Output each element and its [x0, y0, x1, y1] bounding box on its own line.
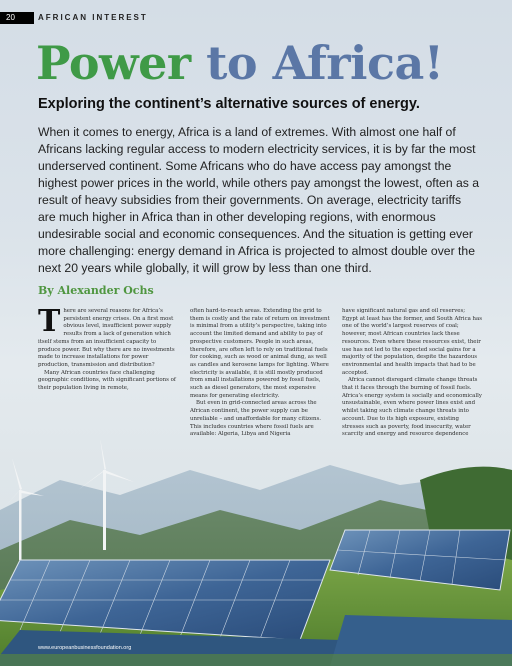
- paragraph: But even in grid-connected areas across the African continent, the power supply can be unreliable – and unaffordable for many citizens. This includes countries where fossil fuels are available: Algeria, Libya and Nigeria: [190, 400, 321, 438]
- drop-cap: T: [38, 308, 61, 339]
- title-power: Power: [36, 36, 191, 90]
- paragraph: often hard-to-reach areas. Extending the grid to them is costly and the rate of return on investment is minimal from a utility’s perspective, taking into account the limited demand and ability to pay of prospective customers. People in such areas, therefore, are often left to rely on traditional fuels for cooking, such as wood or animal dung, as well as candles and kerosene lamps for lighting. Where electricity is available, it is still mostly produced from small installations powered by fossil fuels, such as diesel generators, the most expensive means for generating electricity.: [190, 308, 330, 399]
- paragraph: have significant natural gas and oil reserves; Egypt at least has the former, and South Africa has one of the world’s largest reserves of coal; however, most African countries lack these resources. Even where these resources exist, their use has not led to the expected social gains for a majority of the population, despite the hazardous environmental and health impacts that had to be accepted.: [342, 308, 482, 376]
- column-1: [38, 308, 178, 488]
- article-lede: When it comes to energy, Africa is a land of extremes. With almost one half of Africans lacking regular access to modern electricity services, it is by far the most underserved continent. Some Africans who do have access pay amongst the highest power prices in the world, while others pay amongst the lowest, often as a result of heavy subsidies from their governments. On average, electricity tariffs are much higher in Africa than in other developing regions, with enormous undesirable social and economic consequences. And the situation is getting ever more challenging: energy demand in Africa is projected to almost double over the next 20 years while globally, it will grow by less than one third.: [38, 125, 480, 275]
- article-title: [36, 34, 444, 92]
- column-2: [190, 308, 330, 488]
- article-body: [38, 308, 482, 488]
- paragraph: [38, 308, 178, 370]
- paragraph: Many African countries face challenging geographic conditions, with significant portions of their population living in remote,: [38, 369, 176, 392]
- section-label: AFRICAN INTEREST: [38, 13, 148, 22]
- paragraph: Africa cannot disregard climate change threats that it faces through the burning of fossil fuels. Africa’s energy system is socially and economically unsustainable, even where power lines exist and whilst taking such climate change threats into account. Due to its high exposure, existing stresses such as poverty, food insecurity, water scarcity and energy and resource dependence: [342, 377, 482, 438]
- page-number: 20: [0, 12, 34, 24]
- footer-url: www.europeanbusinessfoundation.org: [38, 645, 132, 651]
- article-subtitle: Exploring the continent’s alternative sources of energy.: [38, 96, 420, 112]
- title-to-africa: to Africa!: [206, 36, 444, 90]
- paragraph-text: here are several reasons for Africa’s persistent energy crises. On a first most obvious level, insufficient power supply results from a lack of generation which itself stems from an insufficient capacity to produce power. But why there are no investments made to increase installations for power production, transmission and distribution?: [38, 308, 175, 368]
- column-3: [342, 308, 482, 488]
- article-byline: By Alexander Ochs: [38, 284, 154, 297]
